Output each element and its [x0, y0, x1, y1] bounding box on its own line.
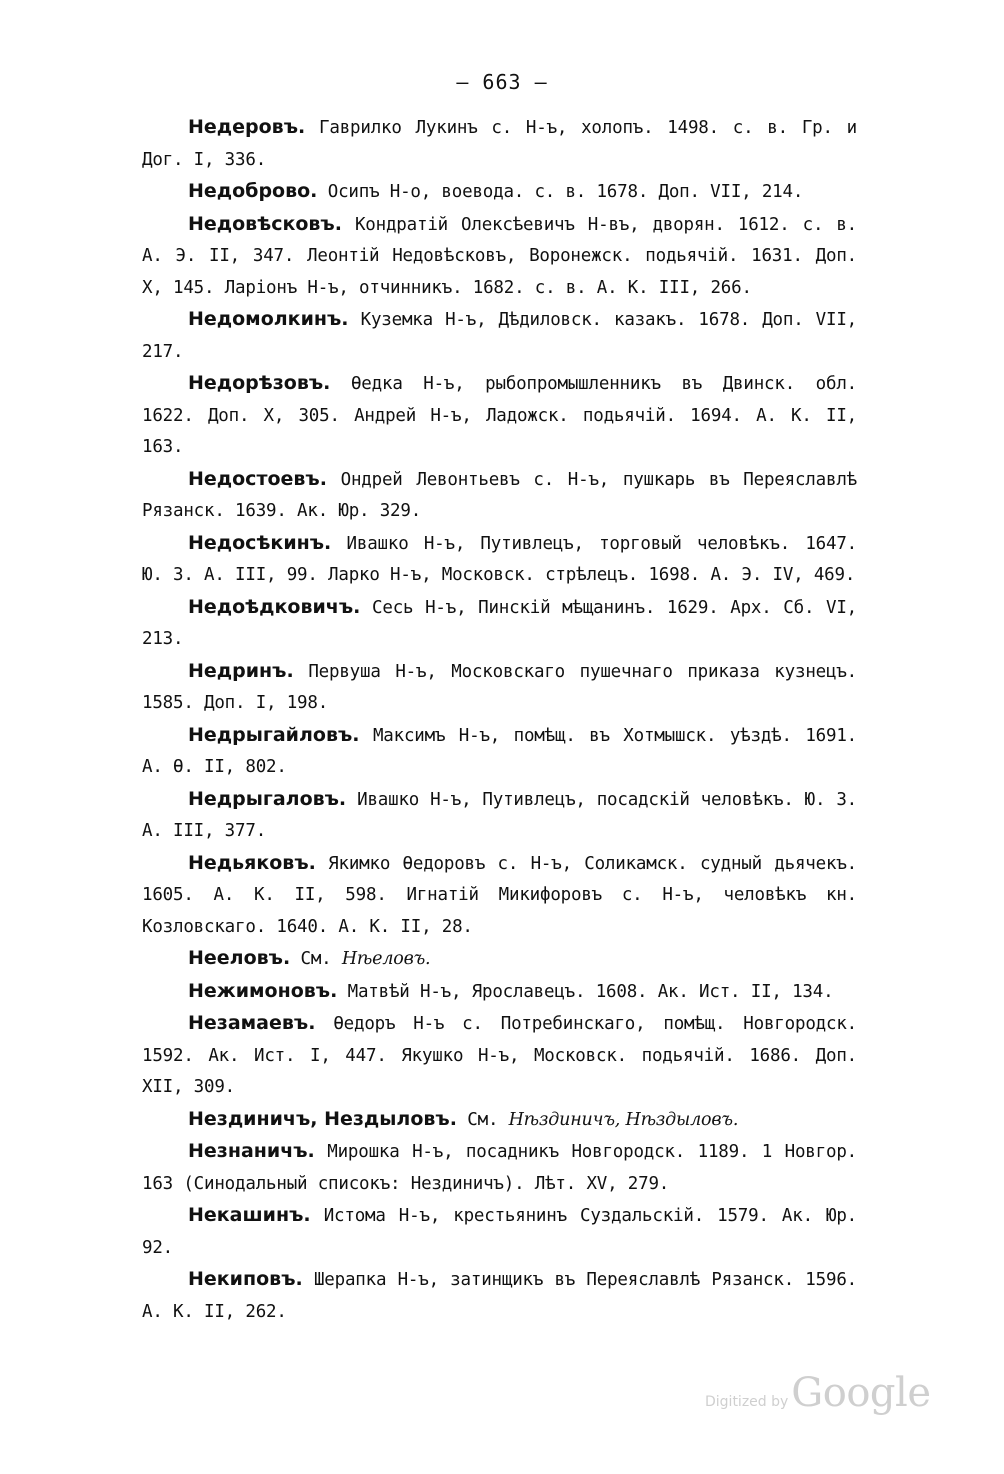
entry-headword: Нежимоновъ. — [188, 979, 338, 1002]
entry-headword: Недоброво. — [188, 180, 318, 202]
entry-headword: Нездиничъ, Нездыловъ. — [188, 1107, 457, 1130]
entry — [142, 976, 857, 1009]
entry-text: Шерапка Н-ъ, затинщикъ въ Переяславлѣ Рязанск. 1596. А. К. II, 262. — [142, 1270, 857, 1322]
digitized-watermark — [705, 1370, 930, 1416]
entry-headword: Недоѣдковичъ. — [188, 595, 361, 618]
entry-headword: Нееловъ. — [188, 947, 291, 969]
entry — [142, 304, 857, 368]
entry — [142, 1200, 857, 1264]
entry — [142, 592, 857, 656]
entry-text: Гаврилко Лукинъ с. Н-ъ, холопъ. 1498. с. в. Гр. и Дог. I, 336. — [142, 118, 857, 170]
entry-text: Куземка Н-ъ, Дѣдиловск. казакъ. 1678. Доп. VII, 217. — [142, 310, 857, 362]
entry-headword: Некашинъ. — [188, 1204, 311, 1226]
entry-headword: Незнаничъ. — [188, 1140, 315, 1162]
entry-text: Первуша Н-ъ, Московскаго пушечнаго приказа кузнецъ. 1585. Доп. I, 198. — [142, 661, 857, 713]
entry — [142, 176, 857, 209]
entry-text: См. — [456, 1109, 509, 1130]
entry-headword: Недосѣкинъ. — [188, 531, 332, 554]
entry-headword: Недомолкинъ. — [188, 308, 349, 330]
entry — [142, 1008, 857, 1104]
entry-cross-reference: Нѣеловъ. — [341, 949, 431, 969]
page-number: — 663 — — [456, 70, 548, 94]
entry-text: Максимъ Н-ъ, помѣщ. въ Хотмышск. уѣздѣ. 1691. А. Ѳ. II, 802. — [142, 725, 857, 777]
entry-text: Ивашко Н-ъ, Путивлецъ, торговый человѣкъ. 1647. Ю. З. А. III, 99. Ларко Н-ъ, Московск. стрѣлецъ. 1698. А. Э. IV, 469. — [142, 533, 857, 585]
entry-headword: Недовѣсковъ. — [188, 212, 342, 235]
entry-text: Кондратій Олексѣевичъ Н-въ, дворян. 1612. с. в. А. Э. II, 347. Леонтій Недовѣсковъ, Воронежск. подьячій. 1631. Доп. X, 145. Ларіонъ Н-ъ, отчинникъ. 1682. с. в. А. К. III, 266. — [142, 214, 857, 298]
entry — [142, 368, 857, 464]
entry-text: Якимко Ѳедоровъ с. Н-ъ, Соликамск. судный дьячекъ. 1605. А. К. II, 598. Игнатій Микифоровъ с. Н-ъ, человѣкъ кн. Козловскаго. 1640. А. К. II, 28. — [142, 853, 857, 937]
entry-headword: Недринъ. — [188, 659, 294, 682]
entry-text: Ондрей Левонтьевъ с. Н-ъ, пушкарь въ Переяславлѣ Рязанск. 1639. Ак. Юр. 329. — [142, 469, 857, 521]
entry-text: См. — [290, 949, 342, 969]
entry — [142, 1264, 857, 1328]
entry — [142, 112, 857, 176]
google-logo: Google — [791, 1370, 931, 1416]
entry-text: Осипъ Н-о, воевода. с. в. 1678. Доп. VII, 214. — [317, 182, 804, 202]
entry-text: Ивашко Н-ъ, Путивлецъ, посадскій человѣкъ. Ю. З. А. III, 377. — [142, 789, 857, 841]
entry — [142, 943, 857, 976]
entry — [142, 464, 857, 528]
entry-text: Сесь Н-ъ, Пинскій мѣщанинъ. 1629. Арх. Сб. VI, 213. — [142, 597, 857, 649]
entry-text: Мирошка Н-ъ, посадникъ Новгородск. 1189. 1 Новгор. 163 (Синодальный списокъ: Нездиничъ). Лѣт. XV, 279. — [142, 1142, 857, 1194]
entry-headword: Недрыгайловъ. — [188, 723, 360, 746]
entry — [142, 848, 857, 944]
entry — [142, 656, 857, 720]
entry-headword: Недрыгаловъ. — [188, 787, 347, 810]
dictionary-entries — [142, 112, 857, 1328]
entry-headword: Недьяковъ. — [188, 851, 316, 874]
entry-cross-reference: Нѣздиничъ, Нѣздыловъ. — [508, 1109, 739, 1130]
entry — [142, 784, 857, 848]
entry-text: Ѳедка Н-ъ, рыбопромышленникъ въ Двинск. обл. 1622. Доп. X, 305. Андрей Н-ъ, Ладожск. подьячій. 1694. А. К. II, 163. — [142, 374, 857, 457]
entry-text: Истома Н-ъ, крестьянинъ Суздальскій. 1579. Ак. Юр. 92. — [142, 1206, 857, 1258]
entry-text: Матвѣй Н-ъ, Ярославецъ. 1608. Ак. Ист. II, 134. — [337, 981, 834, 1002]
entry — [142, 720, 857, 784]
entry — [142, 1136, 857, 1200]
entry-headword: Незамаевъ. — [188, 1012, 316, 1034]
entry — [142, 209, 857, 305]
entry-headword: Недеровъ. — [188, 116, 306, 138]
entry-text: Ѳедоръ Н-ъ с. Потребинскаго, помѣщ. Новгородск. 1592. Ак. Ист. I, 447. Якушко Н-ъ, Московск. подьячій. 1686. Доп. XII, 309. — [142, 1014, 857, 1097]
entry-headword: Недорѣзовъ. — [188, 372, 331, 394]
watermark-small-text: Digitized by — [705, 1394, 789, 1410]
entry-headword: Недостоевъ. — [188, 467, 327, 490]
entry — [142, 1104, 857, 1137]
entry — [142, 528, 857, 592]
entry-headword: Некиповъ. — [188, 1268, 303, 1290]
